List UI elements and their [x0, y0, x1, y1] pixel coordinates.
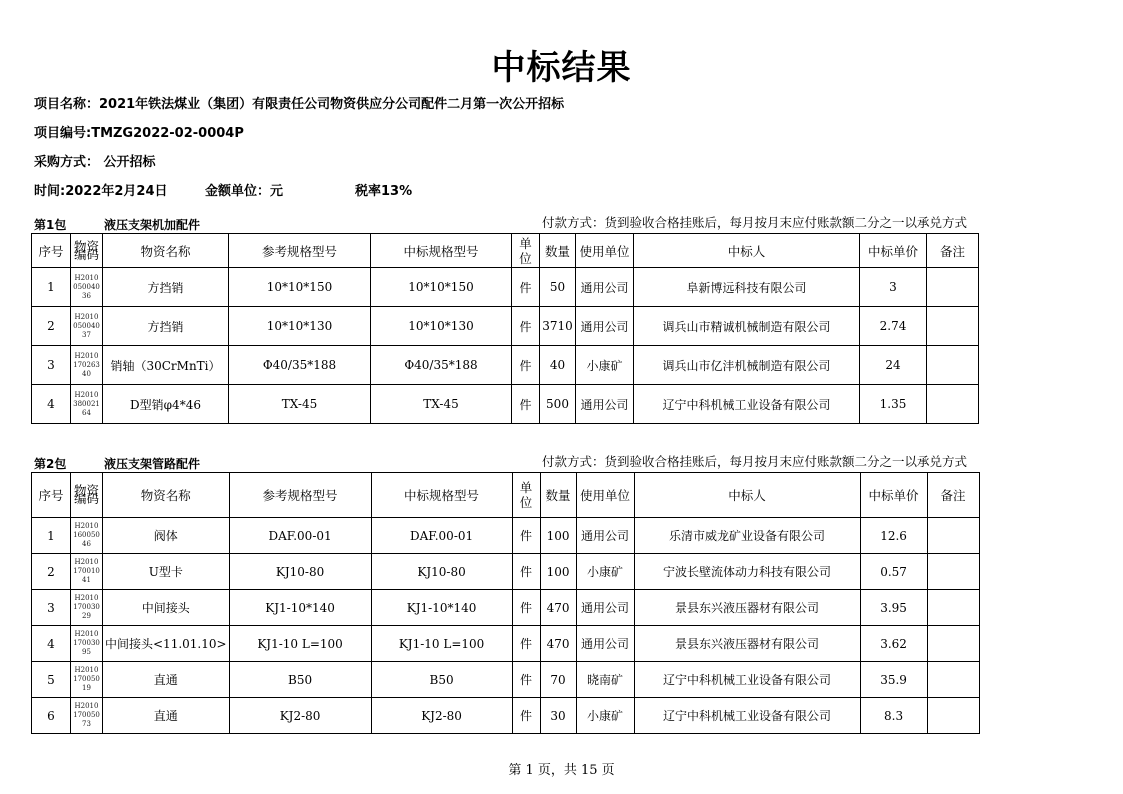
cell-winner: 辽宁中科机械工业设备有限公司: [634, 698, 860, 734]
cell-win-spec: TX-45: [371, 385, 512, 424]
cell-user: 小康矿: [576, 554, 634, 590]
cell-name: U型卡: [103, 554, 230, 590]
cell-user: 小康矿: [576, 698, 634, 734]
package-1-header: [34, 213, 989, 233]
header-note: 备注: [927, 473, 979, 518]
table-header-row: [32, 473, 980, 518]
cell-name: 阀体: [103, 518, 230, 554]
table-row: [32, 268, 979, 307]
table-row: [32, 626, 980, 662]
cell-user: 通用公司: [576, 518, 634, 554]
cell-name: 直通: [103, 698, 230, 734]
cell-index: 1: [32, 268, 71, 307]
header-qty: 数量: [540, 473, 576, 518]
cell-win-spec: DAF.00-01: [371, 518, 512, 554]
table-row: [32, 307, 979, 346]
cell-qty: 470: [540, 626, 576, 662]
cell-win-spec: KJ1-10 L=100: [371, 626, 512, 662]
cell-user: 通用公司: [576, 268, 634, 307]
cell-win-spec: 10*10*130: [371, 307, 512, 346]
cell-code: H201017005019: [71, 662, 103, 698]
cell-winner: 乐清市威龙矿业设备有限公司: [634, 518, 860, 554]
cell-qty: 100: [540, 518, 576, 554]
header-unit: 单位: [512, 234, 540, 268]
cell-code: H201016005046: [71, 518, 103, 554]
cell-unit: 件: [512, 346, 540, 385]
cell-note: [927, 626, 979, 662]
cell-win-spec: KJ2-80: [371, 698, 512, 734]
cell-price: 24: [860, 346, 927, 385]
cell-price: 12.6: [860, 518, 927, 554]
header-winner: 中标人: [634, 473, 860, 518]
header-win-spec: 中标规格型号: [371, 473, 512, 518]
cell-unit: 件: [512, 268, 540, 307]
cell-code: H201005004037: [71, 307, 103, 346]
cell-price: 3: [860, 268, 927, 307]
time-label: 时间:2022年2月24日: [34, 184, 168, 199]
cell-code: H201017003095: [71, 626, 103, 662]
cell-note: [927, 385, 979, 424]
header-index: 序号: [32, 473, 71, 518]
cell-price: 3.62: [860, 626, 927, 662]
payment-terms: 付款方式：货到验收合格挂账后，每月按月末应付账款额二分之一以承兑方式: [542, 215, 968, 230]
table-row: [32, 698, 980, 734]
cell-user: 通用公司: [576, 307, 634, 346]
cell-user: 晓南矿: [576, 662, 634, 698]
purchase-method: 采购方式： 公开招标: [34, 155, 156, 170]
header-winner: 中标人: [634, 234, 860, 268]
cell-unit: 件: [512, 385, 540, 424]
project-name: 项目名称：2021年铁法煤业（集团）有限责任公司物资供应分公司配件二月第一次公开招标: [34, 97, 565, 112]
header-win-spec: 中标规格型号: [371, 234, 512, 268]
cell-index: 4: [32, 385, 71, 424]
cell-unit: 件: [512, 518, 540, 554]
cell-winner: 调兵山市亿沣机械制造有限公司: [634, 346, 860, 385]
cell-index: 3: [32, 590, 71, 626]
payment-terms: 付款方式：货到验收合格挂账后，每月按月末应付账款额二分之一以承兑方式: [542, 454, 968, 469]
header-code: 物资编码: [71, 234, 103, 268]
header-price: 中标单价: [860, 234, 927, 268]
cell-qty: 40: [540, 346, 576, 385]
cell-index: 2: [32, 554, 71, 590]
cell-code: H201017026340: [71, 346, 103, 385]
project-number: 项目编号:TMZG2022-02-0004P: [34, 126, 244, 141]
cell-user: 通用公司: [576, 385, 634, 424]
header-user: 使用单位: [576, 234, 634, 268]
cell-note: [927, 590, 979, 626]
header-qty: 数量: [540, 234, 576, 268]
cell-note: [927, 518, 979, 554]
cell-note: [927, 346, 979, 385]
cell-name: 中间接头: [103, 590, 230, 626]
cell-name: 直通: [103, 662, 230, 698]
cell-user: 小康矿: [576, 346, 634, 385]
package-2-table: [31, 472, 980, 734]
header-code: 物资编码: [71, 473, 103, 518]
cell-qty: 50: [540, 268, 576, 307]
amount-unit: 金额单位：元: [205, 184, 284, 199]
cell-winner: 景县东兴液压器材有限公司: [634, 590, 860, 626]
cell-index: 1: [32, 518, 71, 554]
cell-ref-spec: KJ1-10*140: [229, 590, 371, 626]
cell-unit: 件: [512, 590, 540, 626]
package-2-header: [34, 452, 989, 472]
cell-ref-spec: KJ1-10 L=100: [229, 626, 371, 662]
header-user: 使用单位: [576, 473, 634, 518]
header-name: 物资名称: [103, 234, 229, 268]
cell-user: 通用公司: [576, 626, 634, 662]
cell-name: 方挡销: [103, 268, 229, 307]
cell-unit: 件: [512, 626, 540, 662]
cell-unit: 件: [512, 662, 540, 698]
cell-price: 0.57: [860, 554, 927, 590]
table-row: [32, 346, 979, 385]
cell-user: 通用公司: [576, 590, 634, 626]
table-row: [32, 518, 980, 554]
cell-price: 3.95: [860, 590, 927, 626]
cell-ref-spec: B50: [229, 662, 371, 698]
cell-code: H201005004036: [71, 268, 103, 307]
table-header-row: [32, 234, 979, 268]
cell-note: [927, 662, 979, 698]
cell-price: 1.35: [860, 385, 927, 424]
cell-win-spec: KJ1-10*140: [371, 590, 512, 626]
page-footer: 第 1 页，共 15 页: [508, 763, 615, 778]
package-name: 液压支架管路配件: [104, 457, 201, 471]
cell-name: D型销φ4*46: [103, 385, 229, 424]
cell-qty: 470: [540, 590, 576, 626]
table-row: [32, 590, 980, 626]
cell-qty: 30: [540, 698, 576, 734]
table-row: [32, 385, 979, 424]
cell-winner: 辽宁中科机械工业设备有限公司: [634, 385, 860, 424]
cell-name: 方挡销: [103, 307, 229, 346]
cell-note: [927, 698, 979, 734]
package-number: 第2包: [34, 457, 67, 471]
cell-winner: 辽宁中科机械工业设备有限公司: [634, 662, 860, 698]
time-row: [34, 180, 534, 199]
cell-price: 35.9: [860, 662, 927, 698]
header-price: 中标单价: [860, 473, 927, 518]
cell-win-spec: KJ10-80: [371, 554, 512, 590]
cell-ref-spec: KJ2-80: [229, 698, 371, 734]
cell-index: 3: [32, 346, 71, 385]
cell-index: 5: [32, 662, 71, 698]
package-name: 液压支架机加配件: [104, 218, 201, 232]
cell-code: H201038002164: [71, 385, 103, 424]
cell-qty: 100: [540, 554, 576, 590]
header-note: 备注: [927, 234, 979, 268]
cell-win-spec: B50: [371, 662, 512, 698]
cell-ref-spec: 10*10*150: [229, 268, 371, 307]
cell-qty: 3710: [540, 307, 576, 346]
package-1-table: [31, 233, 979, 424]
cell-index: 2: [32, 307, 71, 346]
cell-code: H201017003029: [71, 590, 103, 626]
cell-code: H201017001041: [71, 554, 103, 590]
cell-win-spec: Φ40/35*188: [371, 346, 512, 385]
cell-index: 4: [32, 626, 71, 662]
cell-price: 2.74: [860, 307, 927, 346]
cell-unit: 件: [512, 698, 540, 734]
cell-win-spec: 10*10*150: [371, 268, 512, 307]
cell-note: [927, 554, 979, 590]
header-ref-spec: 参考规格型号: [229, 473, 371, 518]
cell-ref-spec: DAF.00-01: [229, 518, 371, 554]
table-row: [32, 554, 980, 590]
cell-code: H201017005073: [71, 698, 103, 734]
cell-index: 6: [32, 698, 71, 734]
table-row: [32, 662, 980, 698]
cell-winner: 阜新博远科技有限公司: [634, 268, 860, 307]
cell-price: 8.3: [860, 698, 927, 734]
cell-ref-spec: 10*10*130: [229, 307, 371, 346]
header-name: 物资名称: [103, 473, 230, 518]
cell-unit: 件: [512, 554, 540, 590]
cell-winner: 宁波长壁流体动力科技有限公司: [634, 554, 860, 590]
header-unit: 单位: [512, 473, 540, 518]
cell-name: 中间接头<11.01.10>: [103, 626, 230, 662]
cell-note: [927, 268, 979, 307]
header-ref-spec: 参考规格型号: [229, 234, 371, 268]
cell-name: 销轴（30CrMnTi）: [103, 346, 229, 385]
cell-winner: 调兵山市精诚机械制造有限公司: [634, 307, 860, 346]
cell-ref-spec: Φ40/35*188: [229, 346, 371, 385]
page-title: 中标结果: [491, 48, 632, 88]
cell-ref-spec: KJ10-80: [229, 554, 371, 590]
cell-unit: 件: [512, 307, 540, 346]
header-index: 序号: [32, 234, 71, 268]
cell-qty: 70: [540, 662, 576, 698]
cell-note: [927, 307, 979, 346]
cell-ref-spec: TX-45: [229, 385, 371, 424]
tax-rate: 税率13%: [355, 184, 413, 199]
cell-qty: 500: [540, 385, 576, 424]
cell-winner: 景县东兴液压器材有限公司: [634, 626, 860, 662]
package-number: 第1包: [34, 218, 67, 232]
